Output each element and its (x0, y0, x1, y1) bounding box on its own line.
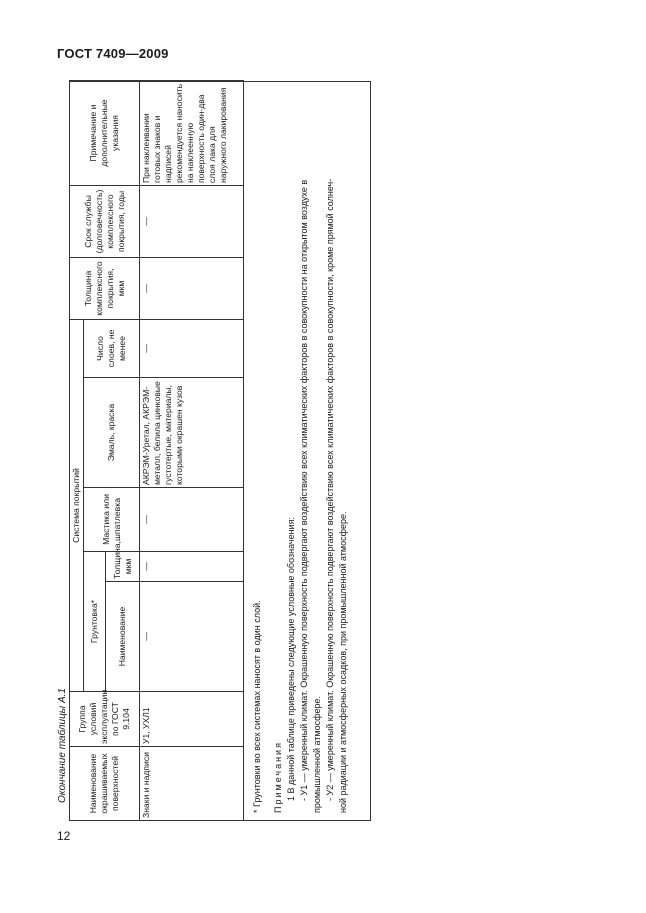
cell-group: У1, УХЛ1 (140, 692, 244, 747)
table-row (140, 81, 244, 821)
header-total-thickness: Толщина комплексного покрытия, мкм (70, 258, 140, 320)
note-1: 1 В данной таблице приведены следующие условные обозначения: (286, 517, 296, 801)
document-header: ГОСТ 7409—2009 (57, 46, 169, 61)
table-continuation-caption: Окончание таблицы А.1 (57, 688, 68, 803)
note-u1-cont: промышленной атмосфере. (312, 695, 322, 813)
coating-systems-table (69, 80, 244, 821)
note-u2: - У2 — умеренный климат. Окрашенную поверхность подвергают воздействию всех климатических факторов в совокупности, кроме прямой солнеч- (325, 178, 335, 801)
header-notes: Примечание и дополнительные указания (70, 81, 140, 186)
footnote: * Грунтовки во всех системах наносят в один слой. (252, 600, 262, 813)
page-number: 12 (57, 829, 71, 843)
header-primer: Грунтовка* (84, 552, 106, 692)
header-putty: Мастика или шпатлевка (84, 488, 140, 552)
header-layers: Число слоев, не менее (84, 320, 140, 378)
cell-primer-name: — (140, 582, 244, 692)
cell-enamel: АКРЭМ-Уретал, АКРЭМ-металл, белила цинковые густотертые, материалы, которыми окрашен кузов (140, 378, 244, 488)
note-u2-cont: ной радиации и атмосферных осадков, при промышленной атмосфере. (338, 511, 348, 813)
header-surface: Наименование окрашиваемых поверхностей (70, 747, 140, 821)
cell-putty: — (140, 488, 244, 552)
cell-primer-thickness: — (140, 552, 244, 582)
cell-total-thickness: — (140, 258, 244, 320)
header-service-life: Срок службы (долговечность) комплексного покрытия, годы (70, 186, 140, 258)
header-coating-system: Система покрытий (70, 320, 84, 692)
cell-layers: — (140, 320, 244, 378)
note-u1: - У1 — умеренный климат. Окрашенную поверхность подвергают воздействию всех климатических факторов в совокупности на открытом воздухе в (299, 179, 309, 801)
header-operating-group: Группа условий эксплуатации по ГОСТ 9.104 (70, 692, 140, 747)
table-notes (251, 87, 350, 813)
cell-service-life: — (140, 186, 244, 258)
cell-notes: При наклеивании готовых знаков и надписей рекомендуется наносить на наклеенную поверхность один-два слоя лака для наружного лакирования (140, 81, 244, 186)
cell-surface: Знаки и надписи (140, 747, 244, 821)
header-primer-thickness: Толщина, мкм (106, 552, 140, 582)
header-primer-name: Наименование (106, 582, 140, 692)
header-enamel: Эмаль, краска (84, 378, 140, 488)
rotated-table-page (55, 81, 371, 821)
notes-title: Примечания (273, 741, 283, 813)
